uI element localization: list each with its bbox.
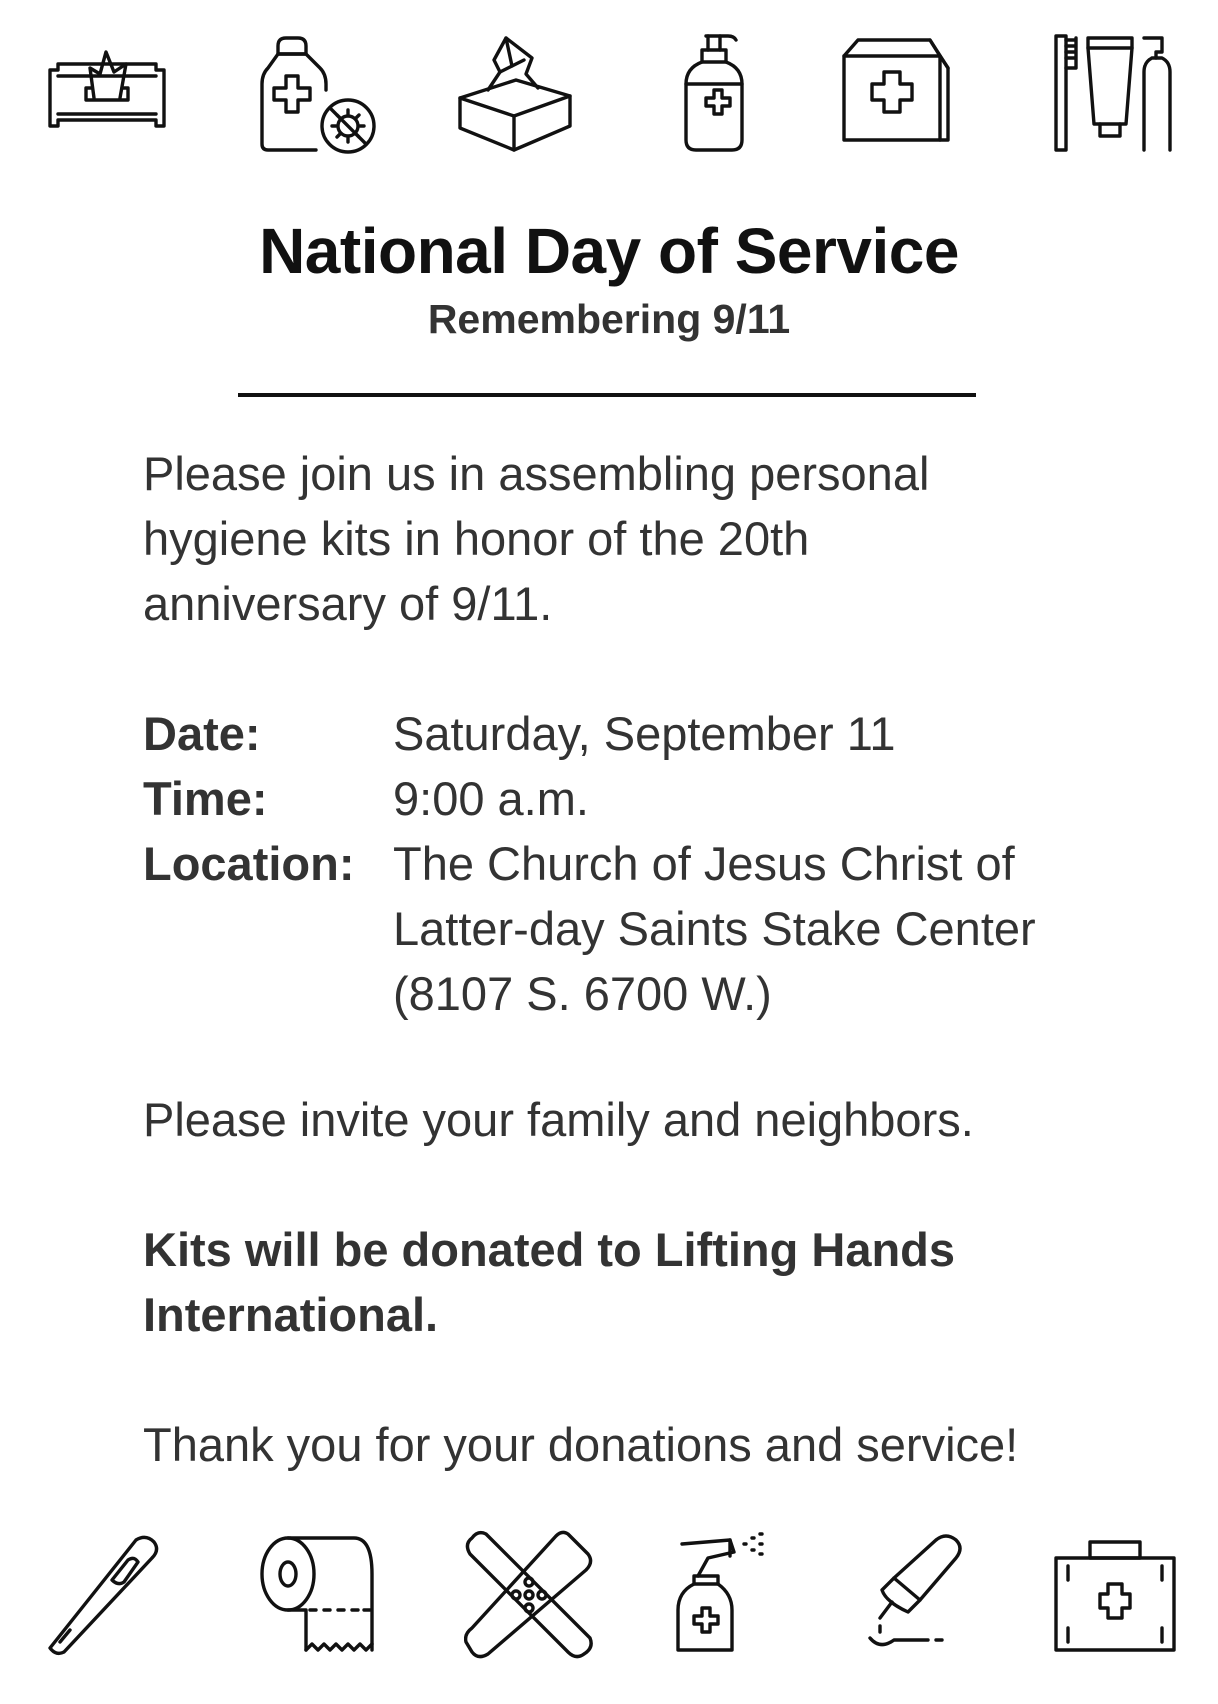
wet-wipes-icon: [42, 28, 172, 158]
intro-paragraph: Please join us in assembling personal hygiene kits in honor of the 20th anniversary of 9/11.: [143, 447, 930, 630]
date-label: Date:: [143, 707, 261, 760]
thanks-text: Thank you for your donations and service!: [143, 1418, 1019, 1471]
tissue-box-icon: [448, 28, 578, 158]
thermometer-icon: [42, 1530, 172, 1660]
page-subtitle: Remembering 9/11: [427, 296, 791, 342]
divider: [238, 393, 976, 397]
toothbrush-toothpaste-icon: [1048, 28, 1178, 158]
donation-note: Kits will be donated to Lifting Hands International.: [143, 1223, 956, 1341]
bandages-icon: [464, 1530, 594, 1660]
toilet-paper-icon: [254, 1530, 384, 1660]
time-label: Time:: [143, 772, 268, 825]
medical-bag-icon: [836, 28, 966, 158]
time-value: 9:00 a.m.: [393, 772, 589, 825]
location-label: Location:: [143, 837, 355, 890]
top-icon-row: [0, 28, 1218, 158]
location-row: [143, 831, 1093, 1026]
bottom-icon-row: [0, 1530, 1218, 1660]
sanitizer-virus-icon: [254, 28, 384, 158]
dropper-icon: [864, 1530, 994, 1660]
location-line-3: (8107 S. 6700 W.): [393, 967, 772, 1020]
spray-bottle-icon: [664, 1530, 794, 1660]
event-details: [143, 701, 1093, 1026]
first-aid-kit-icon: [1050, 1530, 1180, 1660]
location-line-2: Latter-day Saints Stake Center: [393, 902, 1036, 955]
date-row: [143, 701, 1093, 766]
location-line-1: The Church of Jesus Christ of: [393, 837, 1015, 890]
invite-text: Please invite your family and neighbors.: [143, 1093, 974, 1146]
location-value: [393, 831, 1093, 1026]
date-value: Saturday, September 11: [393, 707, 896, 760]
pump-bottle-icon: [648, 28, 778, 158]
page-title: National Day of Service: [259, 215, 959, 287]
time-row: [143, 766, 1093, 831]
